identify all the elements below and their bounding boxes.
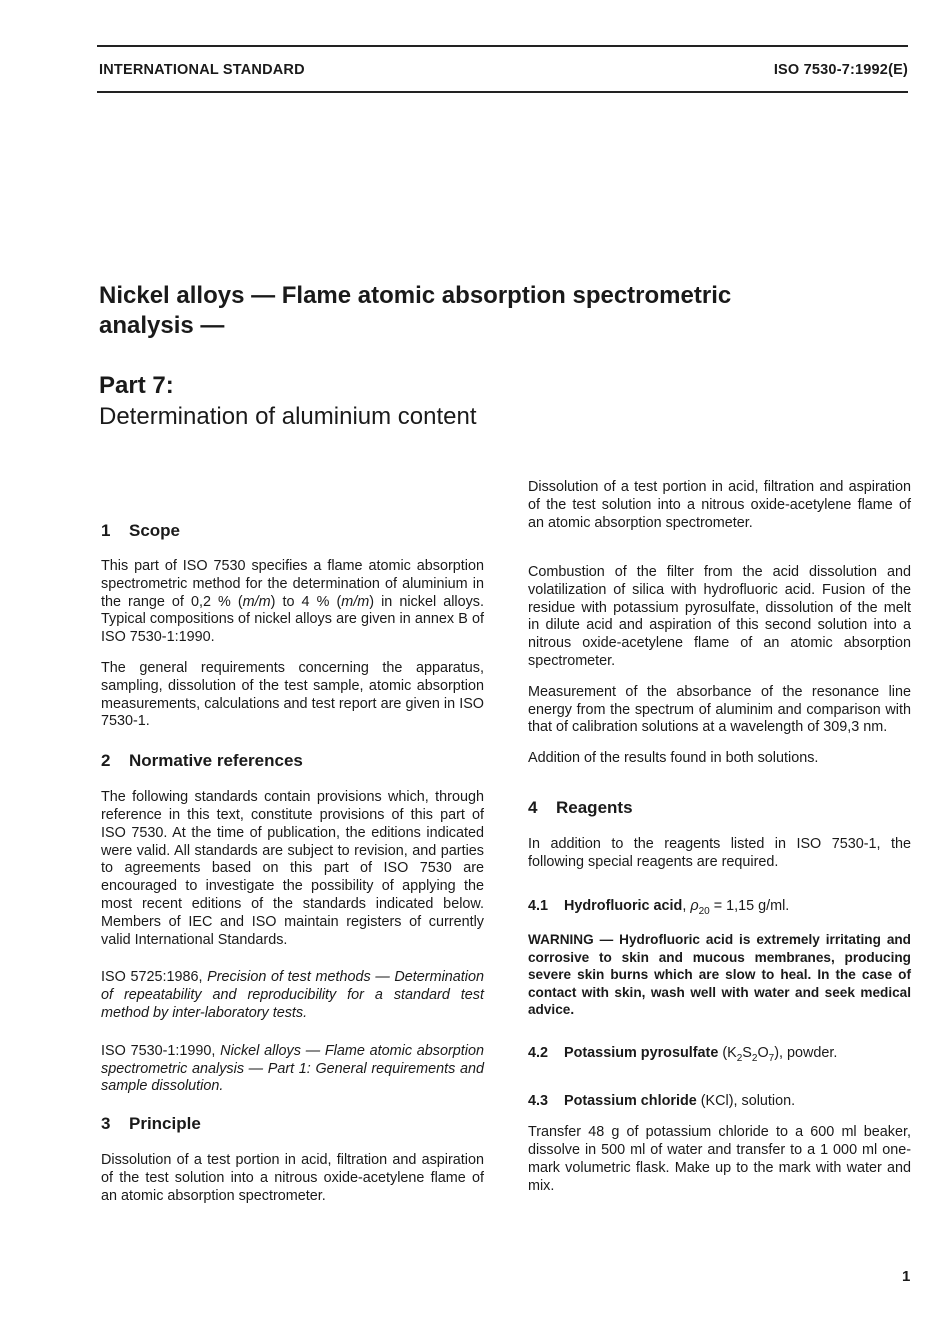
section-number: 3 [101,1114,111,1134]
reagents-intro: In addition to the reagents listed in ISO 7530-1, the following special reagents are required. [528,835,911,870]
reference-code: ISO 7530-1:1990, [101,1042,221,1059]
reagent-name: Potassium pyrosulfate [564,1044,719,1061]
formula-part: (K [718,1044,737,1061]
header-standard-type: INTERNATIONAL STANDARD [99,62,305,78]
section-number: 2 [101,751,111,771]
header-standard-number: ISO 7530-7:1992(E) [773,62,908,78]
text-run: ) to 4 % ( [270,593,342,610]
section-title: Reagents [556,797,633,817]
clause-number: 4.1 [528,897,549,914]
principle-paragraph-3: Measurement of the absorbance of the resonance line energy from the spectrum of aluminim and comparison with that of calibration solutions at a wavelength of 309,3 nm. [528,683,911,736]
document-title [99,281,859,341]
section-number: 4 [528,797,538,817]
title-line-1: Nickel alloys — Flame atomic absorption spectrometric [99,282,732,309]
principle-paragraph-1-continued [528,479,911,551]
section-heading-principle [101,1114,484,1134]
density-subscript: 20 [698,905,710,917]
section-heading-scope [101,521,484,541]
density-value: = 1,15 g/ml. [709,897,790,914]
reference-iso-5725 [101,969,484,1022]
formula-part: S [742,1044,752,1061]
principle-paragraph-2: Combustion of the filter from the acid dissolution and volatilization of silica with hydrofluoric acid. Fusion of the residue with potassium pyrosulfate, dissolution of the melt in dilute acid and aspiration of this second solution into a nitrous oxide-acetylene flame of an atomic absorption spectrometer. [528,564,911,669]
section-title: Principle [129,1114,201,1134]
scope-paragraph-2: The general requirements concerning the apparatus, sampling, dissolution of the test sample, atomic absorption measurements, calculations and test report are given in ISO 7530-1. [101,659,484,730]
principle-continued-text: Dissolution of a test portion in acid, filtration and aspiration of the test solution into a nitrous oxide-acetylene flame of an atomic absorption spectrometer. [528,479,911,531]
clause-number: 4.3 [528,1092,549,1109]
formula-rest: ), powder. [774,1044,838,1061]
section-title: Scope [129,521,181,540]
section-number: 1 [101,521,111,540]
section-heading-reagents [528,798,911,818]
formula-part: O [757,1044,769,1061]
title-line-2: analysis — [99,312,225,339]
reagent-4-3 [528,1093,911,1111]
page-number: 1 [902,1268,911,1285]
part-subtitle: Determination of aluminium content [99,403,477,430]
formula-subscript: 2 [736,1052,743,1064]
header-rule-top [97,45,908,47]
reference-iso-7530-1 [101,1043,484,1096]
header-rule-bottom [97,91,908,93]
reagent-4-1: 4.1 Hydrofluoric acid, $\rho_{20} = 1,15$ g/ml. [528,897,790,917]
density-symbol: ρ [690,897,699,914]
normative-paragraph-1: The following standards contain provisions which, through reference in this text, constitute provisions of this part of ISO 7530. At the time of publication, the editions indicated were valid. All standards are subject to revision, and parties to agreements based on this part of ISO 7530 are encouraged to investigate the possibility of applying the most recent editions of the standards indicated below. Members of IEC and ISO maintain registers of currently valid International Standards. [101,789,484,948]
principle-paragraph-4: Addition of the results found in both solutions. [528,750,819,767]
reference-title: Nickel alloys — Flame atomic absorption spectrometric analysis — Part 1: General requirements and sample dissolution. [101,1042,484,1095]
text-run: This part of ISO 7530 specifies a flame atomic absorption spectrometric method for the determination of aluminium in the range of 0,2 % ( [101,558,484,610]
formula-subscript: 2 [751,1052,758,1064]
reagent-4-2 [528,1045,911,1063]
text-run-italic: m/m [341,593,370,610]
reference-title: Precision of test methods — Determination of repeatability and reproducibility for a standard test method by inter-laboratory tests. [101,969,484,1021]
reagent-name: Potassium chloride [564,1092,697,1109]
scope-paragraph-1 [101,558,484,647]
principle-paragraph-1: Dissolution of a test portion in acid, filtration and aspiration of the test solution into a nitrous oxide-acetylene flame of an atomic absorption spectrometer. [101,1152,484,1204]
section-heading-normative [101,751,484,771]
clause-number: 4.2 [528,1044,549,1061]
reagent-description: (KCl), solution. [696,1092,796,1109]
part-label: Part 7: [99,372,174,399]
section-title: Normative references [129,751,303,771]
reagent-4-3-procedure: Transfer 48 g of potassium chloride to a 600 ml beaker, dissolve in 500 ml of water and transfer to a 1 000 ml one-mark volumetric flask. Make up to the mark with water and mix. [528,1124,911,1194]
formula-subscript: 7 [768,1052,775,1064]
reagent-name: Hydrofluoric acid [564,897,683,914]
right-column [528,479,911,1209]
left-column [101,515,484,1204]
hydrofluoric-acid-warning: WARNING — Hydrofluoric acid is extremely irritating and corrosive to skin and mucous membranes, producing severe skin burns which are slow to heal. In the case of contact with skin, wash well with water and seek medical advice. [528,932,911,1018]
text-run-italic: m/m [242,593,271,610]
text-run: ) in nickel alloys. Typical compositions of nickel alloys are given in annex B of ISO 7530-1:1990. [101,593,484,646]
reference-code: ISO 5725:1986, [101,969,208,986]
